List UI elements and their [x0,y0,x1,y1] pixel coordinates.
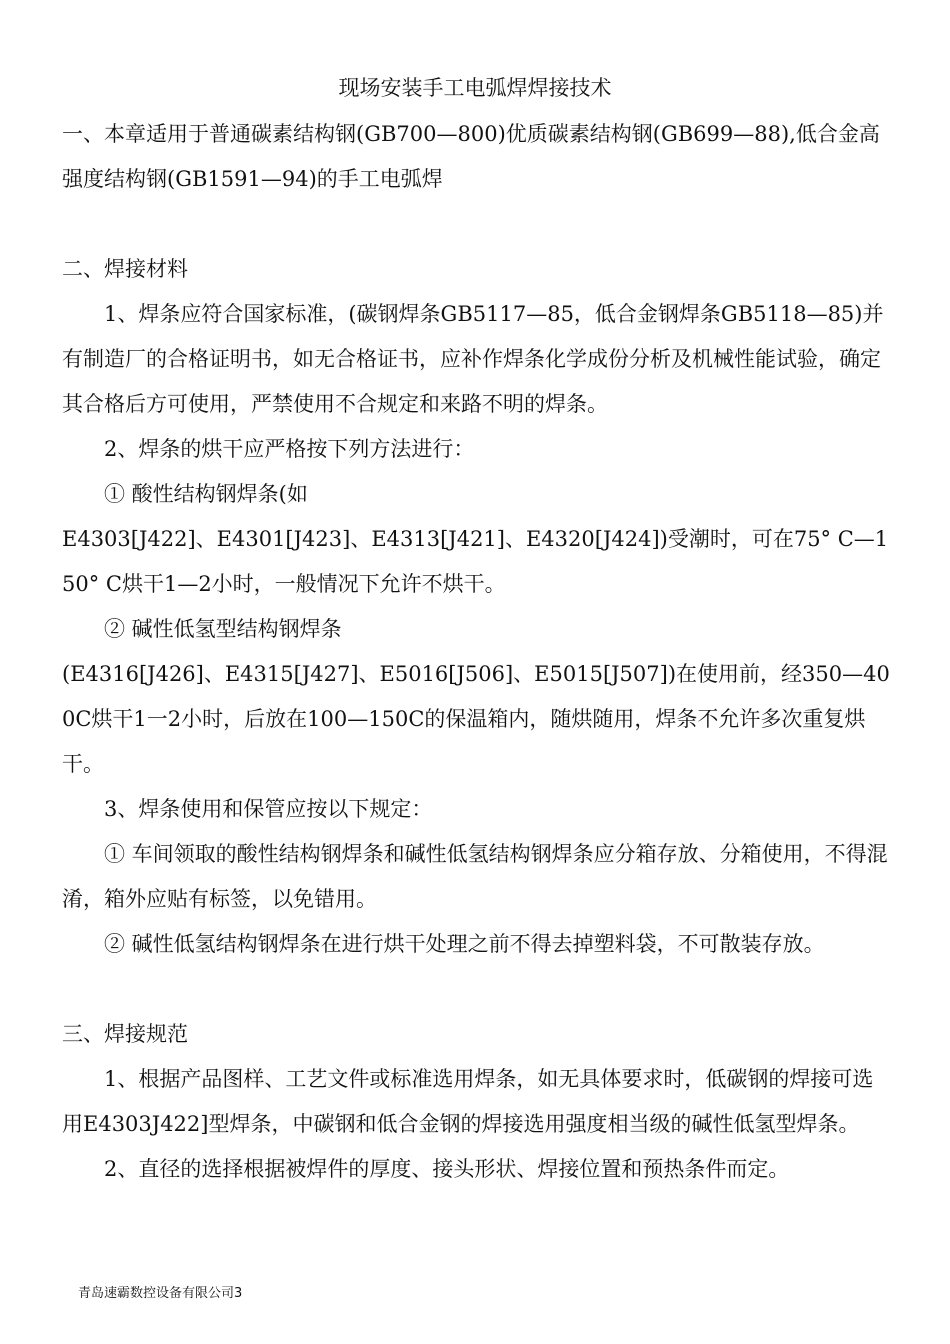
paragraph-electrode-standard: 1、焊条应符合国家标准，(碳钢焊条GB5117—85，低合金钢焊条GB5118—85)并有制造厂的合格证明书，如无合格证书，应补作焊条化学成份分析及机械性能试验，确定其合格后方可使用，严禁使用不合规定和来路不明的焊条。 [62,302,884,416]
blank-line [62,202,892,247]
paragraph-acidic-body: E4303[J422]、E4301[J423]、E4313[J421]、E4320[J424])受潮时，可在75° C—150° C烘干1—2小时，一般情况下允许不烘干。 [62,527,889,596]
paragraph-basic-head: ② 碱性低氢型结构钢焊条 [104,617,342,641]
paragraph-storage-intro: 3、焊条使用和保管应按以下规定： [104,797,433,821]
paragraph-electrode-selection: 1、根据产品图样、工艺文件或标准选用焊条，如无具体要求时，低碳钢的焊接可选用E4303J422]型焊条，中碳钢和低合金钢的焊接选用强度相当级的碱性低氢型焊条。 [62,1067,874,1136]
paragraph-storage-rule-1: ① 车间领取的酸性结构钢焊条和碱性低氢结构钢焊条应分箱存放、分箱使用，不得混淆，箱外应贴有标签，以免错用。 [62,842,888,911]
blank-line [62,967,892,1012]
paragraph-basic-body: (E4316[J426]、E4315[J427]、E5016[J506]、E5015[J507])在使用前，经350—400C烘干1一2小时，后放在100—150C的保温箱内，随烘随用，焊条不允许多次重复烘干。 [62,662,890,776]
paragraph-drying-intro: 2、焊条的烘干应严格按下列方法进行： [104,437,475,461]
paragraph-diameter-selection: 2、直径的选择根据被焊件的厚度、接头形状、焊接位置和预热条件而定。 [104,1157,790,1181]
document-body [62,112,892,1192]
section-heading-materials: 二、焊接材料 [62,257,188,281]
page-footer: 青岛速霸数控设备有限公司3 [78,1286,243,1301]
paragraph-storage-rule-2: ② 碱性低氢结构钢焊条在进行烘干处理之前不得去掉塑料袋，不可散装存放。 [104,932,825,956]
paragraph-acidic-head: ① 酸性结构钢焊条(如 [104,482,308,506]
document-title: 现场安装手工电弧焊焊接技术 [338,76,612,100]
section-heading-specification: 三、焊接规范 [62,1022,188,1046]
paragraph-scope: 一、本章适用于普通碳素结构钢(GB700—800)优质碳素结构钢(GB699—88),低合金高强度结构钢(GB1591—94)的手工电弧焊 [62,122,880,191]
